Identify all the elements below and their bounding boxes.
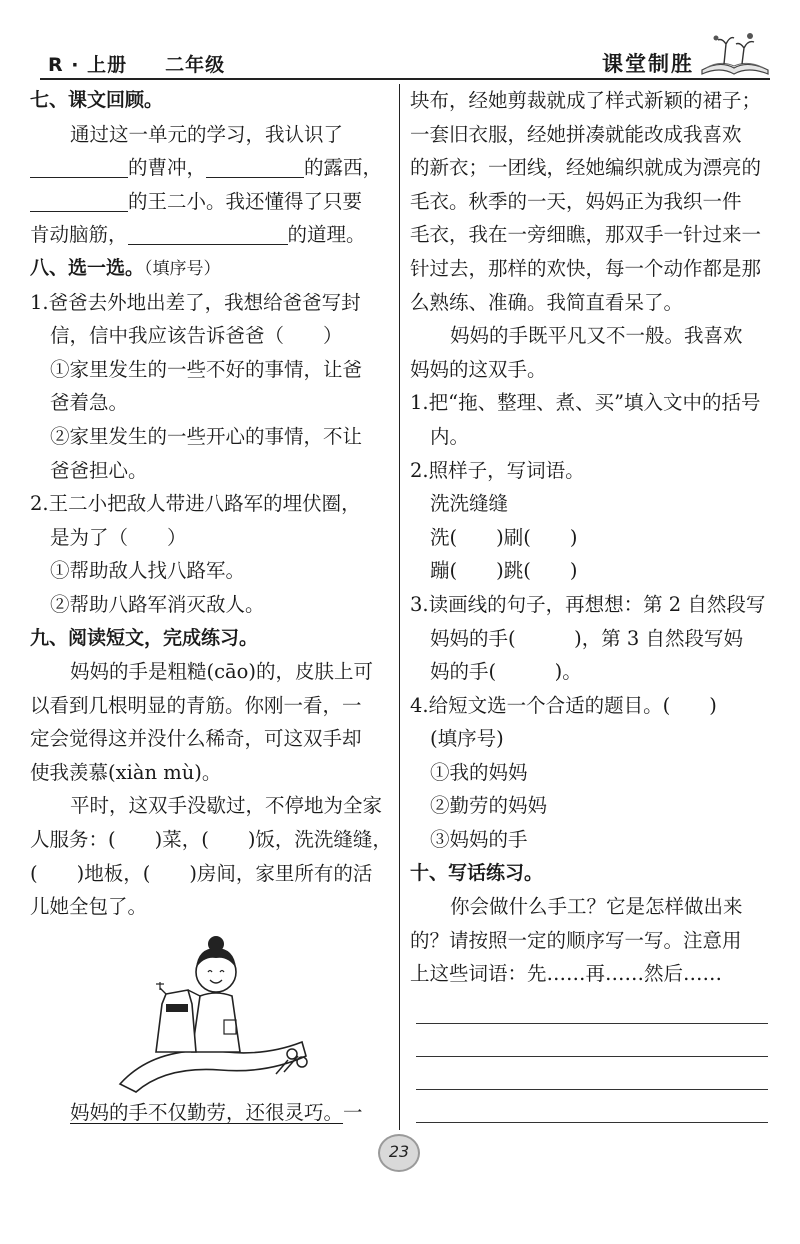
writing-line[interactable] <box>416 1090 768 1123</box>
s7-text: 的王二小。我还懂得了只要 <box>128 189 363 213</box>
brand-title: 课堂制胜 <box>602 52 694 76</box>
grade-label: 二年级 <box>165 54 226 76</box>
answer-blank[interactable] <box>206 153 304 178</box>
q1-option-b-2: 爸爸担心。 <box>50 458 148 482</box>
rq4-option-b: ②勤劳的妈妈 <box>430 794 548 818</box>
passage-p3-line-8: 么熟练、准确。我简直看呆了。 <box>410 290 684 314</box>
q1-line-1: 1.爸爸去外地出差了，我想给爸爸写封 <box>30 290 361 314</box>
q1-option-b-1: ②家里发生的一些开心的事情，不让 <box>50 424 363 448</box>
passage-p2-line-4: 儿她全包了。 <box>30 895 148 919</box>
rq4-option-a: ①我的妈妈 <box>430 760 528 784</box>
rq1-line-1: 1.把“拖、整理、煮、买”填入文中的括号 <box>410 391 761 415</box>
header-rule <box>40 78 770 80</box>
writing-line[interactable] <box>416 1024 768 1057</box>
passage-p1-line-3: 定会觉得这并没什么稀奇，可这双手却 <box>30 727 362 751</box>
answer-blank[interactable] <box>128 220 288 245</box>
writing-line[interactable] <box>416 991 768 1024</box>
passage-p3-line-7: 针过去，那样的欢快，每一个动作都是那 <box>410 256 762 280</box>
section-8-title <box>30 252 392 286</box>
q1-line-2: 信，信中我应该告诉爸爸（ ） <box>50 324 343 348</box>
page-number: 23 <box>388 1142 410 1161</box>
passage-p1-line-1: 妈妈的手是粗糙(cāo)的，皮肤上可 <box>70 660 374 684</box>
s7-line-4 <box>30 218 392 252</box>
left-column <box>30 84 392 1129</box>
passage-p4-line-2: 妈妈的这双手。 <box>410 357 547 381</box>
passage-p1-line-4: 使我羡慕(xiàn mù)。 <box>30 760 222 784</box>
q2-option-a: ①帮助敌人找八路军。 <box>50 559 246 583</box>
passage-p2-line-3: ( )地板，( )房间，家里所有的活 <box>30 861 373 885</box>
underlined-sentence: 妈妈的手不仅勤劳，还很灵巧。 <box>70 1100 344 1124</box>
page-header <box>40 44 772 80</box>
q2-option-b: ②帮助八路军消灭敌人。 <box>50 592 265 616</box>
rq2-line: 2.照样子，写词语。 <box>410 458 585 482</box>
s7-text: 肯动脑筋， <box>30 223 128 247</box>
passage-p3-line-4: 的新衣；一团线，经她编织就成为漂亮的 <box>410 156 762 180</box>
answer-blank[interactable] <box>30 187 128 212</box>
passage-p3-line-3: 一套旧衣服，经她拼凑就能改成我喜欢 <box>410 122 742 146</box>
section-7-title: 七、课文回顾。 <box>30 89 164 111</box>
passage-p3-line-2: 块布，经她剪裁就成了样式新颖的裙子； <box>410 89 762 112</box>
passage-p3-line-1 <box>30 1096 392 1130</box>
passage-p3-line-5: 毛衣。秋季的一天，妈妈正为我织一件 <box>410 189 742 213</box>
header-left <box>48 50 225 77</box>
s7-text: 的曹冲， <box>128 156 207 180</box>
s10-line-2: 的？请按照一定的顺序写一写。注意用 <box>410 928 742 952</box>
s7-text: 的露西， <box>304 156 383 180</box>
rq2-row-1: 洗( )刷( ) <box>430 525 578 549</box>
mother-illustration-icon <box>116 924 316 1094</box>
passage-p2-line-1: 平时，这双手没歇过，不停地为全家 <box>70 794 383 818</box>
section-10-title: 十、写话练习。 <box>410 861 544 884</box>
rq4-line-1: 4.给短文选一个合适的题目。( ) <box>410 693 717 717</box>
s7-line-2 <box>30 151 392 185</box>
passage-p2-line-2: 人服务：( )菜，( )饭，洗洗缝缝， <box>30 828 392 852</box>
section-8-label: 八、选一选。 <box>30 256 145 279</box>
section-9-title: 九、阅读短文，完成练习。 <box>30 626 259 649</box>
page-number-badge <box>378 1134 420 1172</box>
passage-tail: 一 <box>343 1100 363 1124</box>
passage-p1-line-2: 以看到几根明显的青筋。你刚一看，一 <box>30 693 362 717</box>
rq3-line-1: 3.读画线的句子，再想想：第 2 自然段写 <box>410 592 766 616</box>
s10-line-1: 你会做什么手工？它是怎样做出来 <box>450 895 743 919</box>
rq4-option-c: ③妈妈的手 <box>430 828 528 852</box>
rq3-line-3: 妈的手( )。 <box>430 660 582 684</box>
series-label: R · 上册 <box>48 54 128 76</box>
q1-option-a-2: 爸着急。 <box>50 391 129 415</box>
s7-text: 的道理。 <box>287 223 366 247</box>
s10-line-3: 上这些词语：先……再……然后…… <box>410 962 723 986</box>
rq1-line-2: 内。 <box>430 424 470 448</box>
column-divider <box>399 84 400 1130</box>
passage-p3-line-6: 毛衣，我在一旁细瞧，那双手一针过来一 <box>410 223 762 247</box>
answer-blank[interactable] <box>30 153 128 178</box>
right-column <box>410 84 772 1123</box>
s7-line-3 <box>30 185 392 219</box>
q2-line-1: 2.王二小把敌人带进八路军的埋伏圈， <box>30 492 361 516</box>
rq2-example: 洗洗缝缝 <box>430 492 509 516</box>
q2-line-2: 是为了（ ） <box>50 525 187 549</box>
illustration-mother-sewing <box>30 924 392 1096</box>
q1-option-a-1: ①家里发生的一些不好的事情，让爸 <box>50 357 363 381</box>
rq2-row-2: 蹦( )跳( ) <box>430 559 578 583</box>
rq4-line-2: (填序号) <box>430 727 504 751</box>
rq3-line-2: 妈妈的手( )，第 3 自然段写妈 <box>430 626 744 650</box>
section-8-note: （填序号） <box>144 258 221 279</box>
book-decoration-icon <box>696 30 772 78</box>
passage-p4-line-1: 妈妈的手既平凡又不一般。我喜欢 <box>450 324 743 348</box>
writing-line[interactable] <box>416 1057 768 1090</box>
s7-line-1: 通过这一单元的学习，我认识了 <box>70 122 344 146</box>
